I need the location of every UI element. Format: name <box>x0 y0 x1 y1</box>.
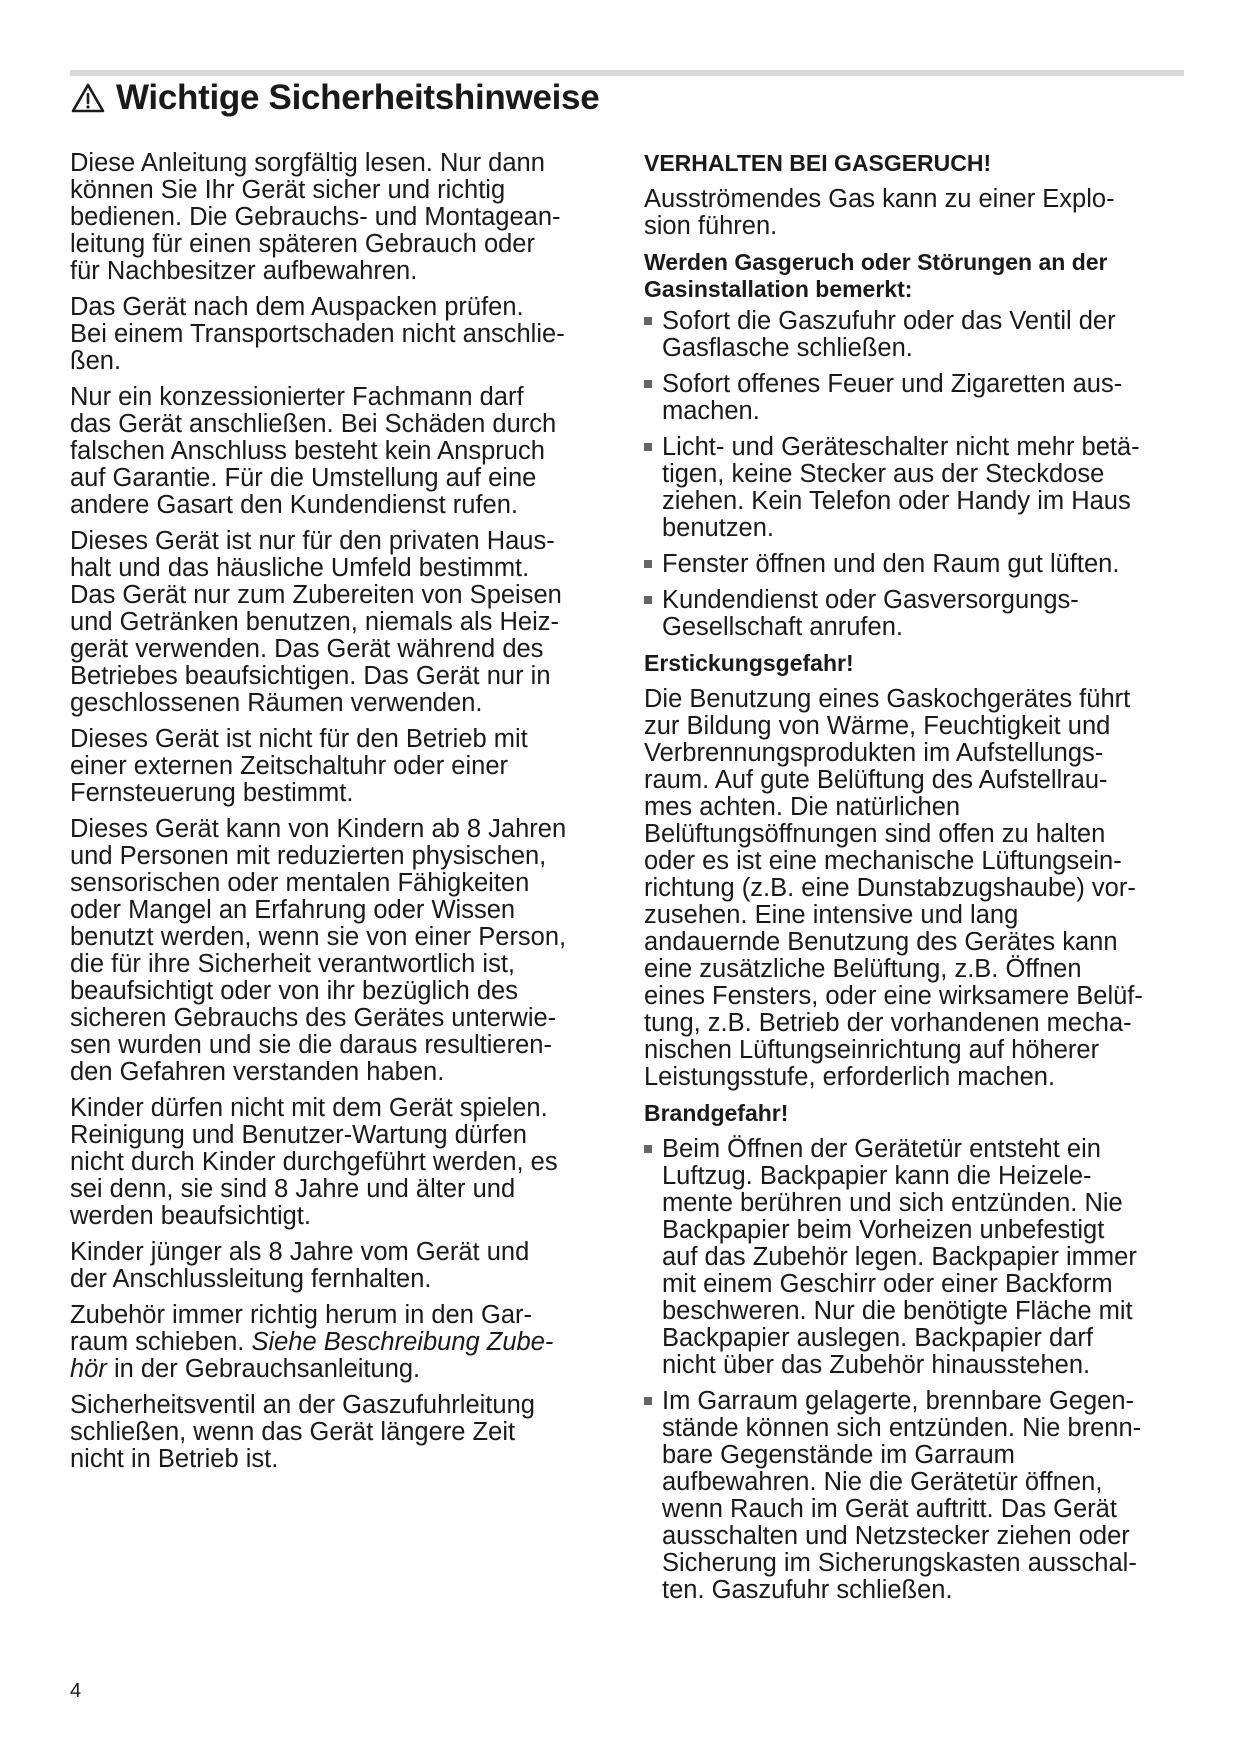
accessory-text-before: Zubehör immer richtig herum in den Gar- raum schieben. <box>70 1301 533 1356</box>
list-item <box>644 1388 1204 1604</box>
paragraph-installation: Nur ein konzessionierter Fachmann darf das Gerät anschließen. Bei Schäden durch falschen Anschluss besteht kein Anspruch auf Garantie. Für die Umstellung auf eine andere Gasart den Kundendienst rufen. <box>70 383 557 519</box>
page-number: 4 <box>70 1680 82 1702</box>
accessory-reference: Siehe Beschreibung Zube- hör <box>70 1328 554 1383</box>
left-column <box>70 150 630 1482</box>
suffocation-heading: Erstickungsgefahr! <box>644 650 854 676</box>
paragraph-children-use: Dieses Gerät kann von Kindern ab 8 Jahren und Personen mit reduzierten physischen, sensorischen oder mentalen Fähigkeiten oder Mangel an Erfahrung oder Wissen benutzt werden, wenn sie von einer Person, die für ihre Sicherheit verantwortlich ist, beaufsichtigt oder von ihr bezüglich des sicheren Gebrauchs des Gerätes unterwie- sen wurden und sie die daraus resultieren- den Gefahren verstanden haben. <box>70 815 567 1086</box>
bullet-icon <box>644 317 652 325</box>
list-item <box>644 551 1204 578</box>
bullet-icon <box>644 560 652 568</box>
bullet-icon <box>644 596 652 604</box>
gas-smell-list <box>644 308 1204 641</box>
paragraph-inspection: Das Gerät nach dem Auspacken prüfen. Bei einem Transportschaden nicht anschlie- ßen. <box>70 293 565 375</box>
list-item <box>644 434 1204 542</box>
list-item-text: Kundendienst oder Gasversorgungs- Gesellschaft anrufen. <box>662 586 1079 641</box>
bullet-icon <box>644 443 652 451</box>
list-item <box>644 1136 1204 1379</box>
paragraph-children-play: Kinder dürfen nicht mit dem Gerät spielen. Reinigung und Benutzer-Wartung dürfen nicht durch Kinder durchgeführt werden, es sei denn, sie sind 8 Jahre und älter und werden beaufsichtigt. <box>70 1094 558 1230</box>
page-title-text: Wichtige Sicherheitshinweise <box>116 78 600 117</box>
paragraph-safety-valve: Sicherheitsventil an der Gaszufuhrleitung schließen, wenn das Gerät längere Zeit nicht in Betrieb ist. <box>70 1391 535 1473</box>
bullet-icon <box>644 380 652 388</box>
list-item-text: Beim Öffnen der Gerätetür entsteht ein Luftzug. Backpapier kann die Heizele- mente berühren und sich entzünden. Nie Backpapier beim Vorheizen unbefestigt auf das Zubehör legen. Backpapier immer mit einem Geschirr oder einer Backform beschweren. Nur die benötigte Fläche mit Backpapier auslegen. Backpapier darf nicht über das Zubehör hinausstehen. <box>662 1135 1137 1379</box>
gas-smell-heading: VERHALTEN BEI GASGERUCH! <box>644 150 992 176</box>
warning-triangle-icon <box>70 82 106 114</box>
gas-smell-subheading: Werden Gasgeruch oder Störungen an der Gasinstallation bemerkt: <box>644 249 1108 302</box>
list-item <box>644 371 1204 425</box>
fire-list <box>644 1136 1204 1604</box>
header-rule <box>70 70 1184 76</box>
page-title <box>70 78 599 118</box>
list-item-text: Licht- und Geräteschalter nicht mehr betä- tigen, keine Stecker aus der Steckdose ziehen. Kein Telefon oder Handy im Haus benutzen. <box>662 433 1140 542</box>
list-item-text: Im Garraum gelagerte, brennbare Gegen- stände können sich entzünden. Nie brenn- bare Gegenstände im Garraum aufbewahren. Nie die Gerätetür öffnen, wenn Rauch im Gerät auftritt. Das Gerät ausschalten und Netzstecker ziehen oder Sicherung im Sicherungskasten ausschal- ten. Gaszufuhr schließen. <box>662 1387 1142 1604</box>
paragraph-timer: Dieses Gerät ist nicht für den Betrieb mit einer externen Zeitschaltuhr oder einer Fernsteuerung bestimmt. <box>70 725 528 807</box>
accessory-text-after: in der Gebrauchsanleitung. <box>106 1355 421 1383</box>
paragraph-children-young: Kinder jünger als 8 Jahre vom Gerät und der Anschlussleitung fernhalten. <box>70 1238 530 1293</box>
list-item <box>644 587 1204 641</box>
bullet-icon <box>644 1145 652 1153</box>
list-item <box>644 308 1204 362</box>
paragraph-accessory <box>70 1302 630 1383</box>
list-item-text: Sofort offenes Feuer und Zigaretten aus- machen. <box>662 370 1123 425</box>
paragraph-instructions: Diese Anleitung sorgfältig lesen. Nur dann können Sie Ihr Gerät sicher und richtig bedienen. Die Gebrauchs- und Montagean- leitung für einen späteren Gebrauch oder für Nachbesitzer aufbewahren. <box>70 149 561 285</box>
fire-heading: Brandgefahr! <box>644 1100 789 1126</box>
list-item-text: Sofort die Gaszufuhr oder das Ventil der Gasflasche schließen. <box>662 307 1116 362</box>
paragraph-intended-use: Dieses Gerät ist nur für den privaten Haus- halt und das häusliche Umfeld bestimmt. Das Gerät nur zum Zubereiten von Speisen und Getränken benutzen, niemals als Heiz- gerät verwenden. Das Gerät während des Betriebes beaufsichtigen. Das Gerät nur in geschlossenen Räumen verwenden. <box>70 527 562 717</box>
bullet-icon <box>644 1397 652 1405</box>
suffocation-text: Die Benutzung eines Gaskochgerätes führt zur Bildung von Wärme, Feuchtigkeit und Verbrennungsprodukten im Aufstellungs- raum. Auf gute Belüftung des Aufstellrau- mes achten. Die natürlichen Belüftungsöffnungen sind offen zu halten oder es ist eine mechanische Lüftungsein- richtung (z.B. eine Dunstabzugshaube) vor- zusehen. Eine intensive und lang andauernde Benutzung des Gerätes kann eine zusätzliche Belüftung, z.B. Öffnen eines Fensters, oder eine wirksamere Belüf- tung, z.B. Betrieb der vorhandenen mecha- nischen Lüftungseinrichtung auf höherer Leistungsstufe, erforderlich machen. <box>644 685 1143 1091</box>
right-column <box>644 150 1204 1613</box>
gas-smell-intro: Ausströmendes Gas kann zu einer Explo- sion führen. <box>644 185 1115 240</box>
list-item-text: Fenster öffnen und den Raum gut lüften. <box>662 550 1120 578</box>
